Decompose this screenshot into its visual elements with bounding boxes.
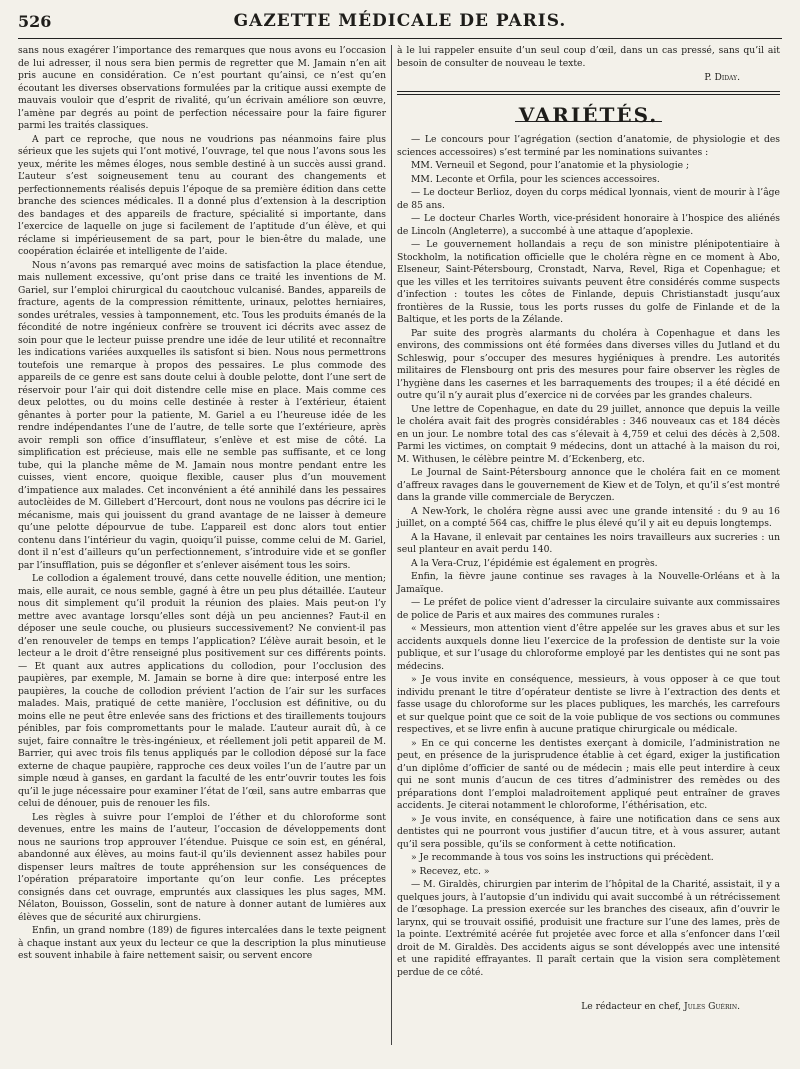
news-item: A la Vera-Cruz, l’épidémie est également en progrès. xyxy=(411,557,658,569)
circular-paragraph: » Recevez, etc. » xyxy=(411,865,490,877)
article-paragraph: Les règles à suivre pour l’emploi de l’éther et du chloroforme sont devenues, entre les mains de l’auteur, l’occasion de développements dont nous ne saurions trop approuver l’étendue. Puisque ce soin est, en général, abandonné aux élèves, au moins faut-il qu’ils deviennent assez habiles pour dispenser leurs maîtres de toute appréhension sur les conséquences de l’opération préparatoire importante qu’on leur confie. Les préceptes consignés dans cet ouvrage, empruntés aux classiques les plus sages, MM. Nélaton, Bouisson, Gosselin, sont de nature à donner autant de lumières aux élèves que de sécurité aux chirurgiens. xyxy=(18,811,386,923)
news-item: Enfin, la fièvre jaune continue ses ravages à la Nouvelle-Orléans et à la Jamaïque. xyxy=(397,571,780,595)
news-item: MM. Leconte et Orfila, pour les sciences accessoires. xyxy=(411,173,660,185)
news-item: — Le docteur Berlioz, doyen du corps médical lyonnais, vient de mourir à l’âge de 85 ans. xyxy=(397,187,780,211)
article-paragraph: sans nous exagérer l’importance des remarques que nous avons eu l’occasion de lui adresser, il nous sera bien permis de regretter que M. Jamain n’en ait pris aucune en considération. Ce n’est pourtant qu’ainsi, ce n’est qu’en écoutant les diverses observations formulées par la critique aussi exempte de mauvais vouloir que d’esprit de rivalité, qu’un écrivain améliore son œuvre, l’amène par degrés au point de perfection nécessaire pour la faire figurer parmi les traités classiques. xyxy=(18,45,386,131)
circular-paragraph: « Messieurs, mon attention vient d’être appelée sur les graves abus et sur les accidents auxquels donne lieu l’exercice de la profession de dentiste sur la voie publique, et sur l’usage du chloroforme employé par les dentistes qui ne sont pas médecins. xyxy=(397,623,780,672)
right-column xyxy=(397,45,780,1014)
section-divider xyxy=(397,91,780,95)
article-continuation: à le lui rappeler ensuite d’un seul coup d’œil, dans un cas pressé, sans qu’il ait besoin de consulter de nouveau le texte. xyxy=(397,45,780,69)
article-paragraph: Enfin, un grand nombre (189) de figures intercalées dans le texte peignent à chaque instant aux yeux du lecteur ce que la description la plus minutieuse est souvent inhabile à faire nettement saisir, ou servent encore xyxy=(18,925,386,961)
editor-name: Jules Guérin. xyxy=(684,1001,740,1012)
news-item: — Le gouvernement hollandais a reçu de son ministre plénipotentiaire à Stockholm, la notification officielle que le choléra règne en ce moment à Abo, Elseneur, Saint-Pétersbourg, Cronstadt, Narva, Revel, Riga et Copenhague; et que les villes et les territoires suivants peuvent être considérés comme suspects d’infection : toutes les côtes de Finlande, depuis Christianstadt jusqu’aux frontières de la Russie, tous les ports russes du golfe de Finlande et de la Baltique, et les ports de la Zélande. xyxy=(397,239,780,325)
news-item: Par suite des progrès alarmants du choléra à Copenhague et dans les environs, des commissions ont été formées dans diverses villes du Jutland et du Schleswig, pour s’occuper des mesures hygiéniques à prendre. Les autorités militaires de Flensbourg ont pris des mesures pour faire observer les règles de l’hygiène dans les casernes et les barraquements des troupes; il a été décidé en outre qu’il n’y aurait plus d’exercice ni de corvées par les grandes chaleurs. xyxy=(397,327,780,401)
news-item: — Le concours pour l’agrégation (section d’anatomie, de physiologie et des sciences accessoires) s’est terminé par les nominations suivantes : xyxy=(397,134,780,158)
page-number: 526 xyxy=(18,12,52,31)
news-item: A la Havane, il enlevait par centaines les noirs travailleurs aux sucreries : un seul planteur en avait perdu 140. xyxy=(397,531,780,555)
article-paragraph: Nous n’avons pas remarqué avec moins de satisfaction la place étendue, mais nullement excessive, qu’ont prise dans ce traité les inventions de M. Gariel, sur l’emploi chirurgical du caoutchouc vulcanisé. Bandes, appareils de fracture, agents de la compression rémittente, urinaux, pelottes herniaires, sondes urétrales, vessies à tamponnement, etc. Tous les produits émanés de la fécondité de notre ingénieux confrère se trouvent ici décrits avec assez de soin pour que le lecteur puisse prendre une idée de leur utilité et reconnaître les indications variées auxquelles ils satisfont si bien. Nous nous permettrons toutefois une remarque à propos des pessaires. Le plus commode des appareils de ce genre est sans doute celui à double pelotte, dont l’une sert de réservoir pour l’air qui doit distendre celle mise en place. Mais comme ces deux pelottes, ou du moins celle destinée à rester à l’extérieur, étaient gênantes à porter pour la patiente, M. Gariel a eu l’heureuse idée de les rendre indépendantes l’une de l’autre, de telle sorte que l’extérieure, après avoir rempli son office d’insufflateur, s’enlève et est mise de côté. La simplification est précieuse, mais elle ne semble pas suffisante, et ce long tube, qui la planche même de M. Jamain nous montre pendant entre les cuisses, vient encore, quoique flexible, causer plus d’un mouvement d’impatience aux malades. Cet inconvénient a été annihilé dans les pessaires autoclèides de M. Gillebert d’Hercourt, dont nous ne voulons pas décrire ici le mécanisme, mais qui jouissent du grand avantage de ne laisser à demeure qu’une pelotte dépourvue de tube. L’appareil est donc alors tout entier contenu dans l’intérieur du vagin, quoiqu’il puisse, comme celui de M. Gariel, dont il n’est d’ailleurs qu’un perfectionnement, s’introduire vide et se gonfler par l’insufflation, puis se dégonfler et s’enlever aisément tous les soirs. xyxy=(18,259,386,571)
section-title xyxy=(397,102,780,127)
news-item: Le Journal de Saint-Pétersbourg annonce que le choléra fait en ce moment d’affreux ravages dans le gouvernement de Kiew et de Tolyn, et qu’il s’est montré dans la grande ville commerciale de Beryczen. xyxy=(397,467,780,503)
circular-paragraph: » Je recommande à tous vos soins les instructions qui précèdent. xyxy=(411,852,714,863)
section-title-text: VARIÉTÉS. xyxy=(515,109,663,123)
left-column xyxy=(18,45,386,964)
news-item: MM. Verneuil et Segond, pour l’anatomie et la physiologie ; xyxy=(411,160,690,171)
circular-paragraph: » En ce qui concerne les dentistes exerçant à domicile, l’administration ne peut, en présence de la jurisprudence établie à cet égard, exiger la justification d’un diplôme d’officier de santé ou de médecin ; mais elle peut interdire à ceux qui ne sont munis d’aucun de ces titres d’administrer des remèdes ou des préparations dont l’emploi maladroitement appliqué peut entraîner de graves accidents. Je citerai notamment le chloroforme, l’éthérisation, etc. xyxy=(397,737,780,811)
editor-signature xyxy=(397,1001,780,1014)
news-item: — Le préfet de police vient d’adresser la circulaire suivante aux commissaires de police de Paris et aux maires des communes rurales : xyxy=(397,597,780,621)
circular-paragraph: » Je vous invite en conséquence, messieurs, à vous opposer à ce que tout individu prenant le titre d’opérateur dentiste se livre à l’extraction des dents et fasse usage du chloroforme sur les places publiques, les marchés, les carrefours et sur quelque point que ce soit de la voie publique de vos sections ou communes respectives, et se livre enfin à aucune pratique chirurgicale ou médicale. xyxy=(397,674,780,735)
article-paragraph: A part ce reproche, que nous ne voudrions pas néanmoins faire plus sérieux que les sujets qui l’ont motivé, l’ouvrage, tel que nous l’avons sous les yeux, mérite les mêmes éloges, nous semble destiné à un succès aussi grand. L’auteur s’est soigneusement tenu au courant des changements et perfectionnements réalisés depuis l’époque de sa première édition dans cette branche des sciences médicales. Il a donné plus d’extension à la description des bandages et des appareils de fracture, spécialité si importante, dans l’exercice de laquelle on juge si facilement de l’aptitude d’un élève, et qui réclame si impérieusement de sa part, pour le bien-être du malade, une coopération éclairée et intelligente de l’aide. xyxy=(18,133,386,257)
news-item: — M. Giraldès, chirurgien par interim de l’hôpital de la Charité, assistait, il y a quelques jours, à l’autopsie d’un individu qui avait succombé à un rétrécissement de l’œsophage. La pression exercée sur les branches des ciseaux, afin d’ouvrir le larynx, qui se trouvait ossifié, produisit une fracture sur l’une des lames, près de la pointe. L’extrémité acérée fut projetée avec force et alla s’enfoncer dans l’œil droit de M. Giraldès. Des accidents aigus se sont développés avec une intensité et une rapidité effrayantes. Il paraît certain que la vision sera complètement perdue de ce côté. xyxy=(397,879,780,978)
journal-title: GAZETTE MÉDICALE DE PARIS. xyxy=(233,11,567,31)
article-signature: P. Diday. xyxy=(704,72,740,83)
column-divider xyxy=(391,45,392,1045)
news-item: — Le docteur Charles Worth, vice-président honoraire à l’hospice des aliénés de Lincoln (Angleterre), a succombé à une attaque d’apoplexie. xyxy=(397,213,780,237)
circular-paragraph: » Je vous invite, en conséquence, à faire une notification dans ce sens aux dentistes qui ne pourront vous justifier d’aucun titre, et à vous assurer, autant qu’il sera possible, qu’ils se conforment à cette notification. xyxy=(397,813,780,850)
editor-label: Le rédacteur en chef, xyxy=(581,1001,682,1012)
page-header xyxy=(18,8,782,39)
news-item: A New-York, le choléra règne aussi avec une grande intensité : du 9 au 16 juillet, on a compté 564 cas, chiffre le plus élevé qu’il y ait eu depuis longtemps. xyxy=(397,505,780,529)
news-item: Une lettre de Copenhague, en date du 29 juillet, annonce que depuis la veille le choléra avait fait des progrès considérables : 346 nouveaux cas et 184 décès en un jour. Le nombre total des cas s’élevait à 4,759 et celui des décès à 2,508. Parmi les victimes, on comptait 9 médecins, dont un attaché à la maison du roi, M. Withusen, le célèbre peintre M. d’Eckenberg, etc. xyxy=(397,403,780,465)
article-paragraph: Le collodion a également trouvé, dans cette nouvelle édition, une mention; mais, elle aurait, ce nous semble, gagné à être un peu plus détaillée. L’auteur nous dit simplement qu’il produit la réunion des plaies. Mais peut-on l’y mettre avec avantage lorsqu’elles sont déjà un peu anciennes? Faut-il en déposer une seule couche, ou plusieurs successivement? Ne convient-il pas d’en renouveler de temps en temps l’application? L’élève aurait besoin, et le lecteur a le droit d’être renseigné plus positivement sur ces différents points. — Et quant aux autres applications du collodion, pour l’occlusion des paupières, par exemple, M. Jamain se borne à dire que: interposé entre les paupières, la couche de collodion prévient l’action de l’air sur les surfaces malades. Mais, pratiqué de cette manière, l’occlusion est définitive, ou du moins elle ne peut être enlevée sans des frictions et des tiraillements toujours pénibles, par fois compromettants pour le malade. L’auteur aurait dû, à ce sujet, faire connaître le très-ingénieux, et réellement joli petit appareil de M. Barrier, qui avec trois fils tenus appliqués par le collodion déposé sur la face externe de chaque paupière, rapproche ces deux voiles l’un de l’autre par un simple nœud à ganses, en gardant la faculté de les entr’ouvrir toutes les fois qu’il le juge nécessaire pour examiner l’état de l’œil, sans autre embarras que celui de dénouer, puis de renouer les fils. xyxy=(18,573,386,809)
